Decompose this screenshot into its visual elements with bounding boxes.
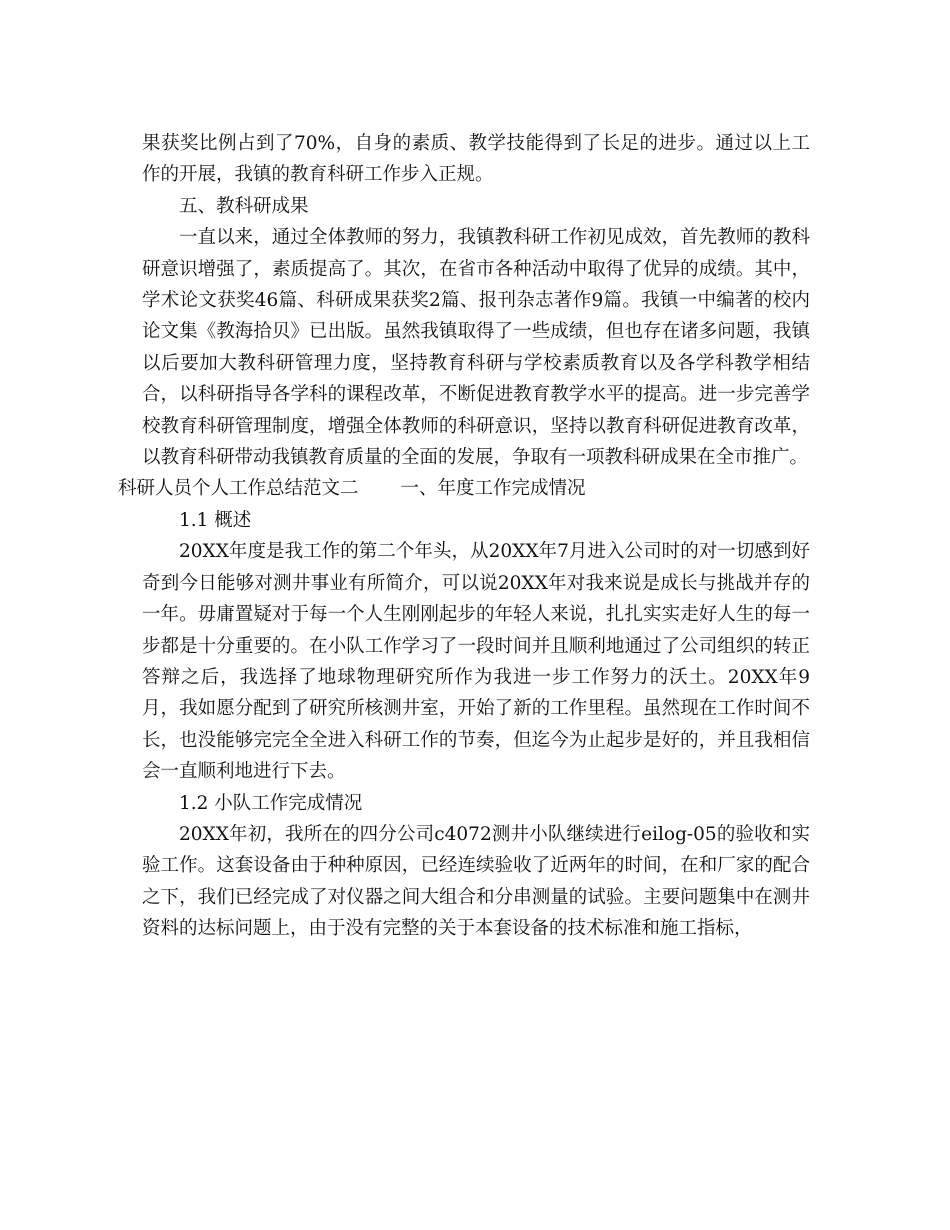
section-heading-results: 五、教科研成果 — [179, 195, 309, 217]
section-heading-annual: 一、年度工作完成情况 — [400, 478, 586, 500]
subsection-heading-overview: 1.1 概述 — [179, 509, 252, 531]
article-title: 科研人员个人工作总结范文二 — [118, 478, 359, 500]
article-title-line — [118, 473, 810, 504]
document-body — [118, 128, 810, 945]
paragraph-overview: 20XX年度是我工作的第二个年头，从20XX年7月进入公司时的对一切感到好奇到今日能够对测井事业有所简介，可以说20XX年对我来说是成长与挑战并存的一年。毋庸置疑对于每一个人生刚刚起步的年轻人来说，扎扎实实走好人生的每一步都是十分重要的。在小队工作学习了一段时间并且顺利地通过了公司组织的转正答辩之后，我选择了地球物理研究所作为我进一步工作努力的沃土。20XX年9月，我如愿分配到了研究所核测井室，开始了新的工作里程。虽然现在工作时间不长，也没能够完完全全进入科研工作的节奏，但迄今为止起步是好的，并且我相信会一直顺利地进行下去。 — [142, 541, 810, 783]
paragraph-results: 一直以来，通过全体教师的努力，我镇教科研工作初见成效，首先教师的教科研意识增强了，素质提高了。其次，在省市各种活动中取得了优异的成绩。其中，学术论文获奖46篇、科研成果获奖2篇、报刊杂志著作9篇。我镇一中编著的校内论文集《教海拾贝》已出版。虽然我镇取得了一些成绩，但也存在诸多问题，我镇以后要加大教科研管理力度，坚持教育科研与学校素质教育以及各学科教学相结合，以科研指导各学科的课程改革，不断促进教育教学水平的提高。进一步完善学校教育科研管理制度，增强全体教师的科研意识，坚持以教育科研促进教育改革，以教育科研带动我镇教育质量的全面的发展，争取有一项教科研成果在全市推广。 — [142, 227, 810, 469]
paragraph-continuation: 果获奖比例占到了70%，自身的素质、教学技能得到了长足的进步。通过以上工作的开展，我镇的教育科研工作步入正规。 — [142, 133, 810, 186]
subsection-heading-team: 1.2 小队工作完成情况 — [179, 792, 363, 814]
paragraph-team: 20XX年初，我所在的四分公司c4072测井小队继续进行eilog-05的验收和实验工作。这套设备由于种种原因，已经连续验收了近两年的时间，在和厂家的配合之下，我们已经完成了对仪器之间大组合和分串测量的试验。主要问题集中在测井资料的达标问题上，由于没有完整的关于本套设备的技术标准和施工指标， — [142, 823, 810, 940]
